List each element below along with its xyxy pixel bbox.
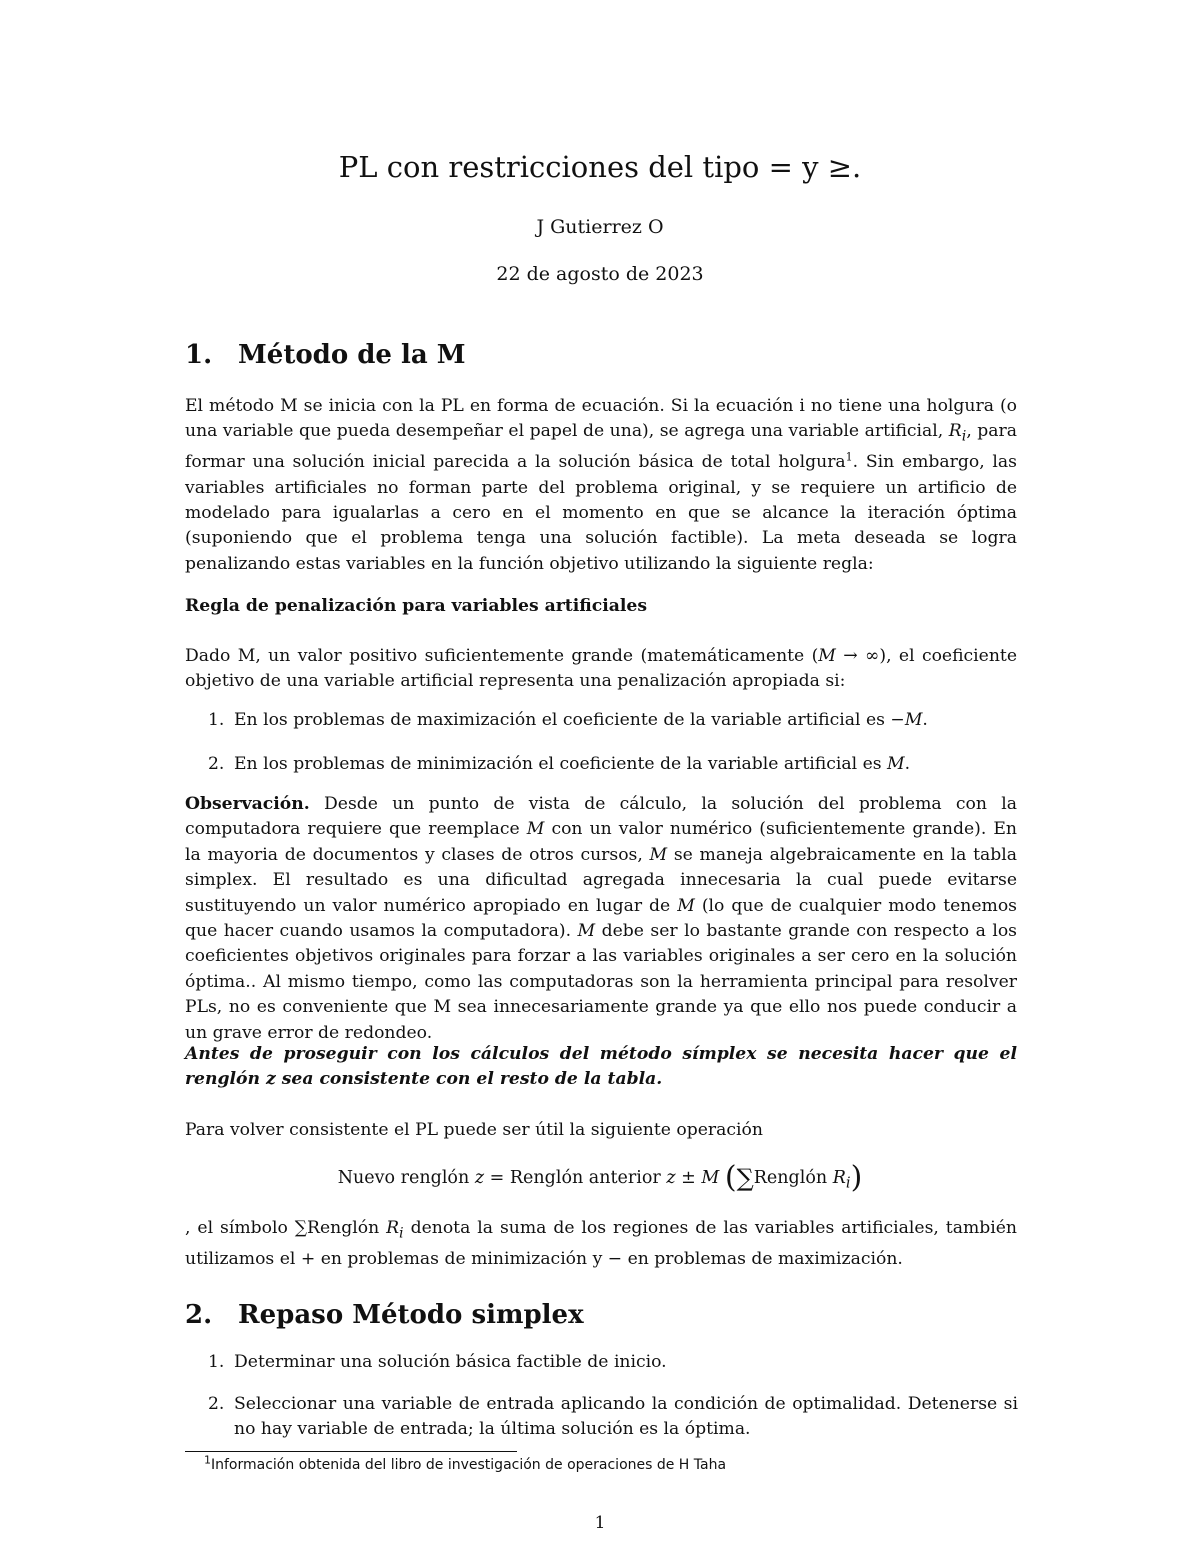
section-1-heading: [185, 340, 466, 370]
section-1-number: 1.: [185, 340, 213, 370]
emphasis-note: Antes de proseguir con los cálculos del método símplex se necesita hacer que el renglón z sea consistente con el resto de la tabla.: [185, 1044, 1017, 1090]
document-date: 22 de agosto de 2023: [496, 263, 704, 285]
section-1-title: Método de la M: [238, 340, 466, 370]
section-2-number: 2.: [185, 1300, 213, 1330]
simplex-steps-2: [208, 1392, 1018, 1443]
section-1-intro: El método M se inicia con la PL en forma de ecuación. Si la ecuación i no tiene una holgura (o una variable que pueda desempeñar el papel de una), se agrega una variable artificial, $R_i$, para formar una solución inicial parecida a la solución básica de total holgura$^1$. Sin embargo, las variables artificiales no forman parte del problema original, y se requiere un artificio de modelado para igualarlas a cero en el momento en que se alcance la iteración óptima (suponiendo que el problema tenga una solución factible). La meta deseada se logra penalizando estas variables en la función objetivo utilizando la siguiente regla:: [185, 396, 1018, 574]
row-update-formula: Nuevo renglón z = Renglón anterior z ± M (∑Renglón $R_i$): [337, 1160, 863, 1195]
document-title: PL con restricciones del tipo = y ≥.: [338, 150, 862, 184]
list-item: 2. En los problemas de minimización el coeficiente de la variable artificial es M.: [208, 754, 911, 774]
consistency-intro: Para volver consistente el PL puede ser útil la siguiente operación: [185, 1120, 763, 1140]
rule-intro: Dado M, un valor positivo suficientemente grande (matemáticamente (M → ∞), el coeficiente objetivo de una variable artificial representa una penalización apropiada si:: [185, 646, 1017, 692]
list-item: 1. Determinar una solución básica factible de inicio.: [208, 1352, 667, 1372]
page-number: 1: [594, 1513, 606, 1533]
formula-explanation: , el símbolo ∑Renglón $R_i$ denota la suma de los regiones de las variables artificiales, también utilizamos el + en problemas de minimización y − en problemas de maximización.: [185, 1218, 1018, 1269]
rule-list: [208, 708, 1018, 733]
observation-label: Observación.: [185, 794, 310, 814]
rule-list-2: [208, 752, 1018, 777]
section-2-heading: [185, 1300, 584, 1330]
rule-heading: Regla de penalización para variables artificiales: [185, 596, 648, 616]
observation-paragraph: Observación. Desde un punto de vista de cálculo, la solución del problema con la computadora requiere que reemplace M con un valor numérico (suficientemente grande). En la mayoria de documentos y clases de otros cursos, M se maneja algebraicamente en la tabla simplex. El resultado es una dificultad agregada innecesaria la cual puede evitarse sustituyendo un valor numérico apropiado en lugar de M (lo que de cualquier modo tenemos que hacer cuando usamos la computadora). M debe ser lo bastante grande con respecto a los coeficientes objetivos originales para forzar a las variables originales a ser cero en la solución óptima.. Al mismo tiempo, como las computadoras son la herramienta principal para resolver PLs, no es conveniente que M sea innecesariamente grande ya que ello nos puede conducir a un grave error de redondeo.: [185, 794, 1017, 1043]
footnote-divider: [185, 1451, 517, 1452]
list-item: 2. Seleccionar una variable de entrada aplicando la condición de optimalidad. Detenerse si no hay variable de entrada; la última solución es la óptima.: [208, 1394, 1018, 1440]
list-item: 1. En los problemas de maximización el coeficiente de la variable artificial es −M.: [208, 710, 928, 730]
footnote-ref: 1: [845, 450, 853, 464]
footnote: $^1$Información obtenida del libro de investigación de operaciones de H Taha: [204, 1453, 727, 1473]
section-2-title: Repaso Método simplex: [238, 1300, 584, 1330]
document-author: J Gutierrez O: [536, 216, 664, 238]
simplex-steps: [208, 1350, 1018, 1375]
